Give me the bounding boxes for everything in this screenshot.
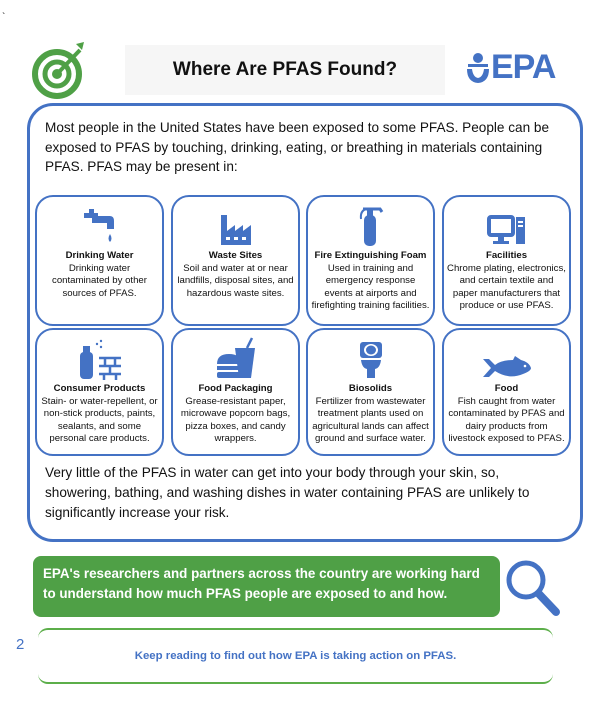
stray-mark: `: [2, 12, 6, 23]
fish-icon: [481, 356, 533, 380]
magnifier-icon: [504, 558, 562, 618]
card-waste-sites: [171, 195, 300, 326]
card-fire-extinguishing-foam: [306, 195, 435, 326]
card-text: Fish caught from water contaminated by PFAS and dairy products from livestock exposed to PFAS.: [448, 395, 565, 445]
keep-reading-text: Keep reading to find out how EPA is taking action on PFAS.: [134, 650, 457, 662]
card-title: Fire Extinguishing Foam: [314, 250, 427, 261]
computer-icon: [487, 215, 527, 247]
target-icon: [32, 38, 88, 100]
card-text: Stain- or water-repellent, or non-stick products, paints, sealants, and some personal care products.: [41, 395, 158, 445]
intro-text: Most people in the United States have been exposed to some PFAS. People can be exposed to PFAS by touching, drinking, eating, or breathing in materials containing PFAS. PFAS may be present in:: [45, 120, 550, 174]
card-title: Waste Sites: [208, 250, 263, 261]
card-text: Chrome plating, electronics, and certain textile and paper manufacturers that produce or use PFAS.: [447, 262, 566, 312]
epa-logo-text: EPA: [491, 48, 556, 86]
card-title: Consumer Products: [53, 383, 146, 394]
card-text: Used in training and emergency response events at airports and firefighting training facilities.: [311, 262, 430, 312]
factory-icon: [219, 211, 253, 247]
card-food-packaging: [171, 328, 300, 456]
card-consumer-products: [35, 328, 164, 456]
card-title: Biosolids: [348, 383, 393, 394]
card-text: Grease-resistant paper, microwave popcorn bags, pizza boxes, and candy wrappers.: [180, 395, 291, 445]
page-title: Where Are PFAS Found?: [125, 45, 445, 95]
card-text: Soil and water at or near landfills, disposal sites, and hazardous waste sites.: [177, 262, 294, 299]
card-biosolids: [306, 328, 435, 456]
outro-text: Very little of the PFAS in water can get into your body through your skin, so, showering, bathing, and washing dishes in water containing PFAS are unlikely to significantly increase your risk.: [45, 465, 530, 520]
spray-can-icon: [77, 338, 123, 380]
card-text: Drinking water contaminated by other sources of PFAS.: [52, 262, 147, 299]
fire-extinguisher-icon: [358, 203, 384, 247]
card-facilities: [442, 195, 571, 326]
card-title: Food Packaging: [198, 383, 273, 394]
faucet-icon: [82, 207, 118, 247]
card-title: Food: [494, 383, 519, 394]
epa-logo: [465, 48, 555, 87]
card-title: Drinking Water: [65, 250, 134, 261]
card-drinking-water: [35, 195, 164, 326]
research-callout: EPA's researchers and partners across the country are working hard to understand how much PFAS people are exposed to and how.: [33, 556, 500, 617]
card-text: Fertilizer from wastewater treatment plants used on agricultural lands can affect ground and surface water.: [312, 395, 429, 445]
keep-reading-banner: [38, 628, 553, 684]
page-number: 2: [16, 636, 25, 653]
card-food: [442, 328, 571, 456]
card-title: Facilities: [485, 250, 528, 261]
fast-food-icon: [215, 336, 257, 380]
epa-flower-icon: [465, 52, 491, 84]
toilet-icon: [358, 340, 384, 380]
